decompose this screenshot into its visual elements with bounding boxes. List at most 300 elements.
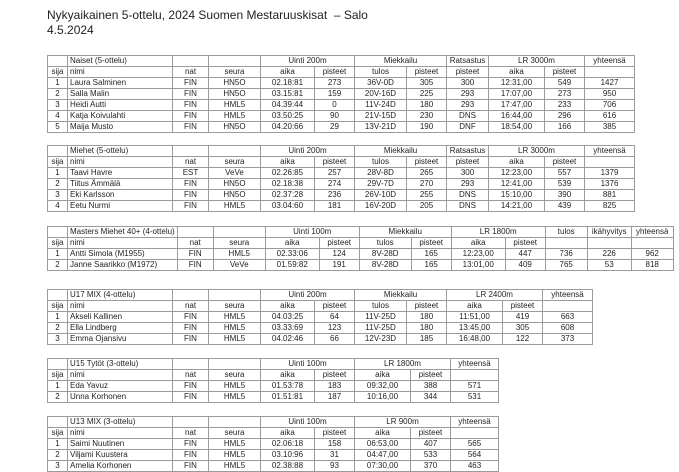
results-table-u15-tytot xyxy=(47,358,679,403)
value-cell: 439 xyxy=(545,201,585,212)
spacer-header xyxy=(209,56,261,67)
column-header: aika xyxy=(451,238,505,249)
value-cell: 13V-21D xyxy=(355,122,407,133)
value-cell: 02.37:28 xyxy=(261,190,315,201)
value-cell: 02.18:81 xyxy=(261,78,315,89)
value-cell: 388 xyxy=(411,381,451,392)
nat-cell: FIN xyxy=(173,179,209,190)
group-header: LR 1800m xyxy=(355,359,451,370)
table-row xyxy=(48,260,674,271)
nat-cell: FIN xyxy=(173,100,209,111)
nat-cell: FIN xyxy=(173,89,209,100)
group-header: tulos xyxy=(545,227,587,238)
results-table xyxy=(47,358,499,403)
column-header: pisteet xyxy=(503,301,543,312)
value-cell: 533 xyxy=(411,450,451,461)
name-cell: Viljami Kuustera xyxy=(68,450,173,461)
value-cell: 12:23,00 xyxy=(451,249,505,260)
column-header: nimi xyxy=(68,428,173,439)
total-cell: 1379 xyxy=(585,168,635,179)
table-row xyxy=(48,334,593,345)
total-cell: 1376 xyxy=(585,179,635,190)
value-cell: 16:48,00 xyxy=(447,334,503,345)
spacer-header xyxy=(48,359,68,370)
group-header: Miekkailu xyxy=(355,56,447,67)
rank-cell: 3 xyxy=(48,190,68,201)
column-header: nimi xyxy=(68,67,173,78)
club-cell: HML5 xyxy=(209,450,261,461)
value-cell: 296 xyxy=(545,111,585,122)
total-cell: 706 xyxy=(585,100,635,111)
value-cell: 180 xyxy=(407,100,447,111)
value-cell: 29 xyxy=(315,122,355,133)
results-table-miehet-5-ottelu xyxy=(47,145,679,212)
column-header: aika xyxy=(261,428,315,439)
rank-cell: 3 xyxy=(48,100,68,111)
name-cell: Salla Malin xyxy=(68,89,173,100)
value-cell: DNF xyxy=(447,122,489,133)
column-header: nat xyxy=(173,301,209,312)
value-cell: DNS xyxy=(447,201,489,212)
column-header: pisteet xyxy=(315,428,355,439)
value-cell: 66 xyxy=(315,334,355,345)
group-header: Miekkailu xyxy=(355,290,447,301)
value-cell: 305 xyxy=(503,323,543,334)
group-header: Uinti 100m xyxy=(265,227,359,238)
spacer-header xyxy=(585,67,635,78)
table-row xyxy=(48,323,593,334)
column-header: aika xyxy=(261,157,315,168)
value-cell: 257 xyxy=(315,168,355,179)
name-cell: Ella Lindberg xyxy=(68,323,173,334)
column-header: aika xyxy=(261,301,315,312)
value-cell: 07:30,00 xyxy=(355,461,411,472)
total-cell: 571 xyxy=(451,381,499,392)
value-cell: 02.06:18 xyxy=(261,439,315,450)
column-header: tulos xyxy=(355,157,407,168)
value-cell: 236 xyxy=(315,190,355,201)
club-cell: HML5 xyxy=(209,323,261,334)
value-cell: 255 xyxy=(407,190,447,201)
column-header: sija xyxy=(48,157,68,168)
value-cell: 10:16,00 xyxy=(355,392,411,403)
column-header: pisteet xyxy=(411,428,451,439)
total-cell: 962 xyxy=(631,249,673,260)
column-header: tulos xyxy=(355,301,407,312)
club-cell: HML5 xyxy=(209,111,261,122)
group-header: ikähyvitys xyxy=(587,227,631,238)
total-cell: 463 xyxy=(451,461,499,472)
value-cell: 03.10:96 xyxy=(261,450,315,461)
value-cell: 04.02:46 xyxy=(261,334,315,345)
column-header: pisteet xyxy=(411,238,451,249)
column-header: nat xyxy=(173,370,209,381)
spacer-header xyxy=(173,290,209,301)
rank-cell: 2 xyxy=(48,260,68,271)
value-cell: 11V-24D xyxy=(355,100,407,111)
rank-cell: 2 xyxy=(48,450,68,461)
results-table xyxy=(47,416,499,472)
column-header: sija xyxy=(48,301,68,312)
value-cell: 03.15:81 xyxy=(261,89,315,100)
column-header: tulos xyxy=(359,238,411,249)
value-cell: 187 xyxy=(315,392,355,403)
group-header: LR 900m xyxy=(355,417,451,428)
column-header: aika xyxy=(355,370,411,381)
total-cell: 663 xyxy=(543,312,593,323)
value-cell: 12:41,00 xyxy=(489,179,545,190)
value-cell: 765 xyxy=(545,260,587,271)
value-cell: 11V-25D xyxy=(355,323,407,334)
value-cell: 36V-0D xyxy=(355,78,407,89)
value-cell: 02.33:06 xyxy=(265,249,319,260)
column-header: sija xyxy=(48,238,68,249)
spacer-header xyxy=(451,428,499,439)
nat-cell: FIN xyxy=(177,249,213,260)
value-cell: 90 xyxy=(315,111,355,122)
group-header: LR 3000m xyxy=(489,56,585,67)
column-header: nimi xyxy=(68,157,173,168)
rank-cell: 3 xyxy=(48,334,68,345)
spacer-header xyxy=(587,238,631,249)
column-header: aika xyxy=(489,67,545,78)
column-header: nat xyxy=(173,67,209,78)
value-cell: 344 xyxy=(411,392,451,403)
club-cell: HN5O xyxy=(209,190,261,201)
spacer-header xyxy=(543,301,593,312)
group-header: Uinti 200m xyxy=(261,290,355,301)
value-cell: 12:31,00 xyxy=(489,78,545,89)
spacer-header xyxy=(585,157,635,168)
spacer-header xyxy=(173,56,209,67)
value-cell: 03.04:60 xyxy=(261,201,315,212)
results-table xyxy=(47,145,635,212)
value-cell: 53 xyxy=(587,260,631,271)
name-cell: Maija Musto xyxy=(68,122,173,133)
value-cell: 16V-20D xyxy=(355,201,407,212)
column-header: pisteet xyxy=(447,157,489,168)
table-row xyxy=(48,89,635,100)
value-cell: 293 xyxy=(447,89,489,100)
table-title: U13 MIX (3-ottelu) xyxy=(68,417,173,428)
value-cell: 04.03:25 xyxy=(261,312,315,323)
spacer-header xyxy=(213,227,265,238)
spacer-header xyxy=(173,417,209,428)
value-cell: 17:07,00 xyxy=(489,89,545,100)
rank-cell: 2 xyxy=(48,392,68,403)
table-row xyxy=(48,179,635,190)
group-header: Ratsastus xyxy=(447,56,489,67)
total-cell: 950 xyxy=(585,89,635,100)
club-cell: HML5 xyxy=(213,249,265,260)
value-cell: DNS xyxy=(447,111,489,122)
column-header: aika xyxy=(489,157,545,168)
group-header: LR 1800m xyxy=(451,227,545,238)
rank-cell: 2 xyxy=(48,89,68,100)
column-header: seura xyxy=(209,301,261,312)
value-cell: 123 xyxy=(315,323,355,334)
total-cell: 565 xyxy=(451,439,499,450)
group-header-row xyxy=(48,290,593,301)
total-cell: 818 xyxy=(631,260,673,271)
column-header: sija xyxy=(48,370,68,381)
results-table xyxy=(47,55,635,133)
table-row xyxy=(48,78,635,89)
column-header: pisteet xyxy=(505,238,545,249)
column-header: nat xyxy=(173,428,209,439)
name-cell: Akseli Kallinen xyxy=(68,312,173,323)
value-cell: DNS xyxy=(447,190,489,201)
value-cell: 300 xyxy=(447,168,489,179)
column-header: pisteet xyxy=(545,67,585,78)
spacer-header xyxy=(48,146,68,157)
club-cell: VeVe xyxy=(209,168,261,179)
value-cell: 17:47,00 xyxy=(489,100,545,111)
column-header: pisteet xyxy=(447,67,489,78)
club-cell: HML5 xyxy=(209,461,261,472)
value-cell: 01.53:78 xyxy=(261,381,315,392)
column-header: pisteet xyxy=(545,157,585,168)
value-cell: 11:51,00 xyxy=(447,312,503,323)
value-cell: 419 xyxy=(503,312,543,323)
value-cell: 409 xyxy=(505,260,545,271)
value-cell: 233 xyxy=(545,100,585,111)
nat-cell: FIN xyxy=(173,122,209,133)
value-cell: 8V-28D xyxy=(359,249,411,260)
club-cell: HML5 xyxy=(209,201,261,212)
column-header: nat xyxy=(177,238,213,249)
column-header: seura xyxy=(209,67,261,78)
spacer-header xyxy=(48,290,68,301)
nat-cell: FIN xyxy=(173,312,209,323)
group-header: yhteensä xyxy=(631,227,673,238)
value-cell: 539 xyxy=(545,179,585,190)
name-cell: Tiitus Ämmälä xyxy=(68,179,173,190)
group-header: yhteensä xyxy=(585,146,635,157)
group-header: yhteensä xyxy=(451,359,499,370)
spacer-header xyxy=(209,359,261,370)
group-header: Uinti 100m xyxy=(261,359,355,370)
column-header: aika xyxy=(355,428,411,439)
group-header: yhteensä xyxy=(451,417,499,428)
value-cell: 02.26:85 xyxy=(261,168,315,179)
value-cell: 273 xyxy=(315,78,355,89)
nat-cell: FIN xyxy=(173,190,209,201)
group-header-row xyxy=(48,227,674,238)
value-cell: 04.39:44 xyxy=(261,100,315,111)
value-cell: 447 xyxy=(505,249,545,260)
column-header: pisteet xyxy=(411,370,451,381)
rank-cell: 1 xyxy=(48,381,68,392)
results-table-u17-mix xyxy=(47,289,679,345)
results-table xyxy=(47,289,593,345)
table-row xyxy=(48,201,635,212)
value-cell: 18:54,00 xyxy=(489,122,545,133)
name-cell: Amelia Korhonen xyxy=(68,461,173,472)
column-header: nimi xyxy=(68,301,173,312)
name-cell: Eki Karlsson xyxy=(68,190,173,201)
value-cell: 230 xyxy=(407,111,447,122)
table-title: Naiset (5-ottelu) xyxy=(68,56,173,67)
value-cell: 158 xyxy=(315,439,355,450)
value-cell: 11V-25D xyxy=(355,312,407,323)
column-header: aika xyxy=(261,370,315,381)
table-row xyxy=(48,122,635,133)
value-cell: 190 xyxy=(407,122,447,133)
column-header: aika xyxy=(447,301,503,312)
column-header: seura xyxy=(209,370,261,381)
name-cell: Janne Saarikko (M1972) xyxy=(68,260,178,271)
column-header-row xyxy=(48,67,635,78)
value-cell: 122 xyxy=(503,334,543,345)
page-title: Nykyaikainen 5-ottelu, 2024 Suomen Mestaruuskisat – Salo xyxy=(47,8,368,22)
results-table xyxy=(47,226,674,271)
nat-cell: FIN xyxy=(173,78,209,89)
rank-cell: 1 xyxy=(48,439,68,450)
value-cell: 390 xyxy=(545,190,585,201)
value-cell: 180 xyxy=(407,312,447,323)
column-header: pisteet xyxy=(315,301,355,312)
value-cell: 01.51:81 xyxy=(261,392,315,403)
value-cell: 736 xyxy=(545,249,587,260)
page-date: 4.5.2024 xyxy=(47,23,94,37)
column-header: pisteet xyxy=(407,67,447,78)
results-table-u13-mix xyxy=(47,416,679,472)
spacer-header xyxy=(209,146,261,157)
group-header-row xyxy=(48,56,635,67)
spacer-header xyxy=(209,290,261,301)
total-cell: 881 xyxy=(585,190,635,201)
group-header: Ratsastus xyxy=(447,146,489,157)
value-cell: 557 xyxy=(545,168,585,179)
name-cell: Unna Korhonen xyxy=(68,392,173,403)
table-row xyxy=(48,168,635,179)
column-header: nimi xyxy=(68,370,173,381)
group-header: Miekkailu xyxy=(359,227,451,238)
rank-cell: 1 xyxy=(48,312,68,323)
name-cell: Katja Koivulahti xyxy=(68,111,173,122)
value-cell: 370 xyxy=(411,461,451,472)
value-cell: 407 xyxy=(411,439,451,450)
value-cell: 165 xyxy=(411,260,451,271)
table-row xyxy=(48,439,499,450)
name-cell: Eda Yavuz xyxy=(68,381,173,392)
table-row xyxy=(48,461,499,472)
value-cell: 14:21,00 xyxy=(489,201,545,212)
total-cell: 616 xyxy=(585,111,635,122)
value-cell: 12V-23D xyxy=(355,334,407,345)
value-cell: 02.38:88 xyxy=(261,461,315,472)
nat-cell: FIN xyxy=(173,381,209,392)
value-cell: 293 xyxy=(447,179,489,190)
club-cell: HML5 xyxy=(209,334,261,345)
column-header: seura xyxy=(213,238,265,249)
spacer-header xyxy=(48,227,68,238)
rank-cell: 5 xyxy=(48,122,68,133)
value-cell: 183 xyxy=(315,381,355,392)
nat-cell: FIN xyxy=(173,111,209,122)
value-cell: 16:44,00 xyxy=(489,111,545,122)
column-header: pisteet xyxy=(407,157,447,168)
nat-cell: FIN xyxy=(173,392,209,403)
table-title: Miehet (5-ottelu) xyxy=(68,146,173,157)
value-cell: 28V-8D xyxy=(355,168,407,179)
column-header: pisteet xyxy=(319,238,359,249)
nat-cell: FIN xyxy=(173,201,209,212)
total-cell: 1427 xyxy=(585,78,635,89)
value-cell: 293 xyxy=(447,100,489,111)
name-cell: Eetu Nurmi xyxy=(68,201,173,212)
table-title: U17 MIX (4-ottelu) xyxy=(68,290,173,301)
total-cell: 825 xyxy=(585,201,635,212)
value-cell: 02.18:38 xyxy=(261,179,315,190)
total-cell: 608 xyxy=(543,323,593,334)
nat-cell: FIN xyxy=(173,450,209,461)
group-header: LR 2400m xyxy=(447,290,543,301)
value-cell: 31 xyxy=(315,450,355,461)
column-header-row xyxy=(48,428,499,439)
spacer-header xyxy=(48,417,68,428)
column-header: aika xyxy=(261,67,315,78)
value-cell: 26V-10D xyxy=(355,190,407,201)
column-header: pisteet xyxy=(315,67,355,78)
value-cell: 124 xyxy=(319,249,359,260)
nat-cell: FIN xyxy=(173,439,209,450)
club-cell: HN5O xyxy=(209,89,261,100)
total-cell: 373 xyxy=(543,334,593,345)
value-cell: 21V-15D xyxy=(355,111,407,122)
column-header: seura xyxy=(209,157,261,168)
value-cell: 180 xyxy=(407,323,447,334)
nat-cell: FIN xyxy=(173,323,209,334)
name-cell: Antti Simola (M1955) xyxy=(68,249,178,260)
spacer-header xyxy=(173,146,209,157)
results-table-masters-miehet xyxy=(47,226,679,271)
value-cell: 181 xyxy=(315,201,355,212)
table-row xyxy=(48,190,635,201)
rank-cell: 1 xyxy=(48,249,68,260)
group-header-row xyxy=(48,417,499,428)
value-cell: 15:10,00 xyxy=(489,190,545,201)
value-cell: 03.50:25 xyxy=(261,111,315,122)
column-header: sija xyxy=(48,428,68,439)
column-header: tulos xyxy=(355,67,407,78)
column-header: sija xyxy=(48,67,68,78)
club-cell: VeVe xyxy=(213,260,265,271)
value-cell: 13:01,00 xyxy=(451,260,505,271)
value-cell: 165 xyxy=(411,249,451,260)
value-cell: 13:45,00 xyxy=(447,323,503,334)
table-row xyxy=(48,111,635,122)
column-header: pisteet xyxy=(315,157,355,168)
value-cell: 04:47,00 xyxy=(355,450,411,461)
results-table-naiset-5-ottelu xyxy=(47,55,679,133)
value-cell: 305 xyxy=(407,78,447,89)
spacer-header xyxy=(545,238,587,249)
total-cell: 385 xyxy=(585,122,635,133)
value-cell: 8V-28D xyxy=(359,260,411,271)
total-cell: 564 xyxy=(451,450,499,461)
nat-cell: FIN xyxy=(173,334,209,345)
club-cell: HN5O xyxy=(209,179,261,190)
value-cell: 166 xyxy=(545,122,585,133)
column-header: pisteet xyxy=(315,370,355,381)
nat-cell: FIN xyxy=(177,260,213,271)
table-row xyxy=(48,249,674,260)
name-cell: Taavi Havre xyxy=(68,168,173,179)
value-cell: 04.20:66 xyxy=(261,122,315,133)
group-header-row xyxy=(48,146,635,157)
